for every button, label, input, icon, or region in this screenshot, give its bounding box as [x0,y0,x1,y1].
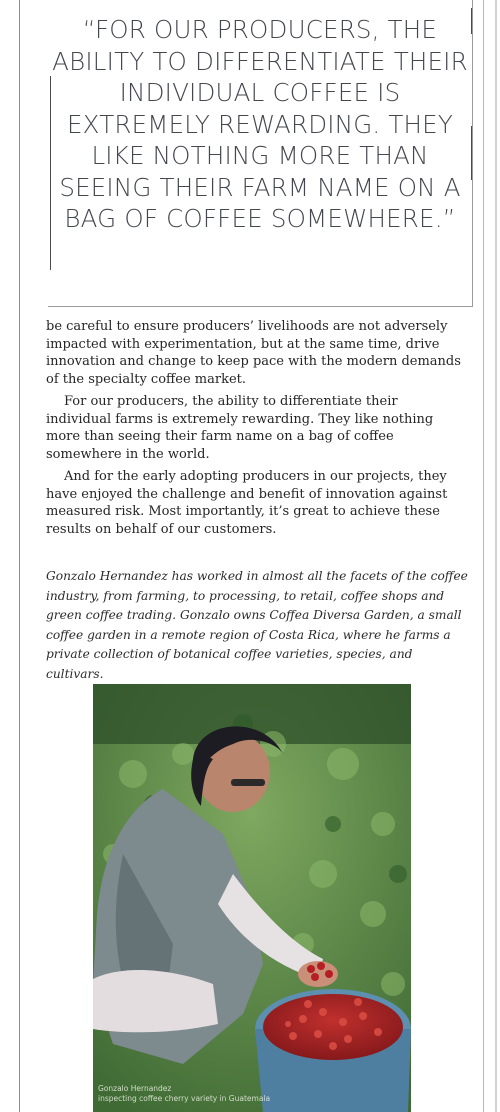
body-paragraph: For our producers, the ability to differentiate their individual farms is extremely rewarding. They like nothing more than seeing their farm name on a bag of coffee somewhere in the world. [46,394,434,462]
page-edge-left [19,0,20,1112]
pull-quote-rule-right [471,126,472,180]
pull-quote-rule-right-top [471,8,472,34]
body-paragraph: And for the early adopting producers in our projects, they have enjoyed the challenge and benefit of innovation against measured risk. Most importantly, it’s great to achieve these results on behalf of our customers. [46,469,448,537]
author-bio: Gonzalo Hernandez has worked in almost all the facets of the coffee industry, from farming, to processing, to retail, coffee shops and green coffee trading. Gonzalo owns Coffea Diversa Garden, a small coffee garden in a remote region of Costa Rica, where he farms a private collection of botanical coffee varieties, species, and cultivars. [46,569,468,681]
body-paragraph: be careful to ensure producers’ livelihoods are not adversely impacted with experimentation, but at the same time, drive innovation and change to keep pace with the modern demands of the specialty coffee market. [46,319,461,387]
author-photo [93,684,411,1112]
pull-quote: “FOR OUR PRODUCERS, THE ABILITY TO DIFFERENTIATE THEIR INDIVIDUAL COFFEE IS EXTREMELY REWARDING. THEY LIKE NOTHING MORE THAN SEEING THEIR FARM NAME ON A BAG OF COFFEE SOMEWHERE.” [52,15,468,233]
photo-caption-text: inspecting coffee cherry variety in Guatemala [98,1094,271,1103]
photo-illustration [93,684,411,1112]
page-edge-outer [495,0,497,1112]
photo-caption [98,1084,338,1104]
pull-quote-rule-left [50,76,51,270]
article-body [46,318,464,538]
photo-caption-name: Gonzalo Hernandez [98,1084,172,1093]
page-edge-right [483,0,484,1112]
